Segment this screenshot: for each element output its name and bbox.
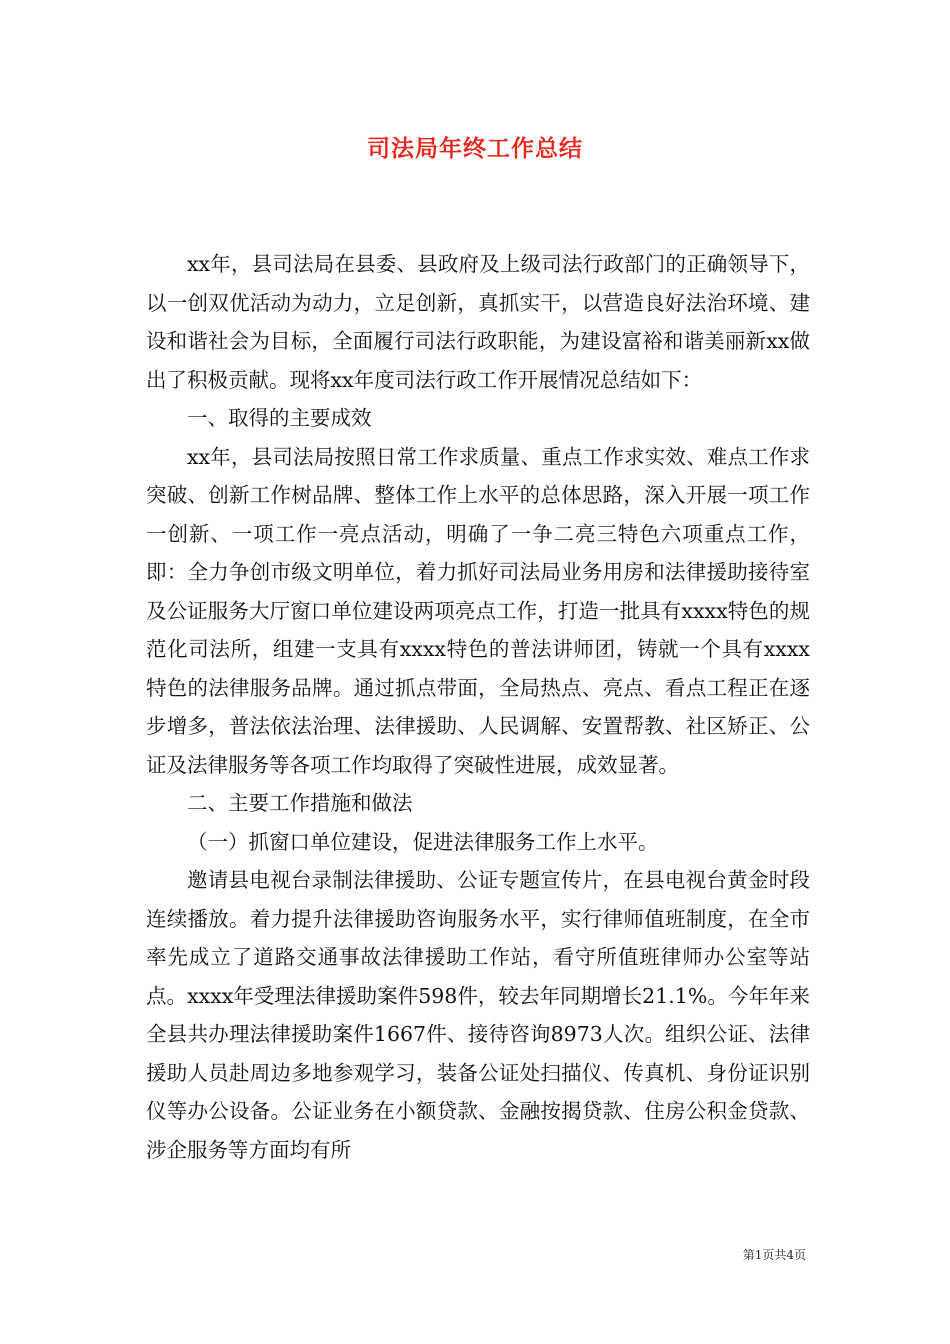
document-body bbox=[146, 245, 810, 1169]
window-units-paragraph: 邀请县电视台录制法律援助、公证专题宣传片，在县电视台黄金时段连续播放。着力提升法律援助咨询服务水平，实行律师值班制度，在全市率先成立了道路交通事故法律援助工作站，看守所值班律师办公室等站点。xxxx年受理法律援助案件598件，较去年同期增长21.1%。今年年来全县共办理法律援助案件1667件、接待咨询8973人次。组织公证、法律援助人员赴周边多地参观学习，装备公证处扫描仪、传真机、身份证识别仪等办公设备。公证业务在小额贷款、金融按揭贷款、住房公积金贷款、涉企服务等方面均有所 bbox=[146, 868, 810, 1162]
section-heading-measures: 二、主要工作措施和做法 bbox=[187, 791, 413, 815]
page-number: 第1页共4页 bbox=[742, 1248, 806, 1262]
section-heading-achievements: 一、取得的主要成效 bbox=[187, 406, 372, 430]
achievements-paragraph: xx年，县司法局按照日常工作求质量、重点工作求实效、难点工作求突破、创新工作树品牌、整体工作上水平的总体思路，深入开展一项工作一创新、一项工作一亮点活动，明确了一争二亮三特色六项重点工作，即：全力争创市级文明单位，着力抓好司法局业务用房和法律援助接待室及公证服务大厅窗口单位建设两项亮点工作，打造一批具有xxxx特色的规范化司法所，组建一支具有xxxx特色的普法讲师团，铸就一个具有xxxx特色的法律服务品牌。通过抓点带面，全局热点、亮点、看点工程正在逐步增多，普法依法治理、法律援助、人民调解、安置帮教、社区矫正、公证及法律服务等各项工作均取得了突破性进展，成效显著。 bbox=[146, 444, 810, 777]
page-title: 司法局年终工作总结 bbox=[367, 136, 583, 162]
intro-paragraph: xx年，县司法局在县委、县政府及上级司法行政部门的正确领导下，以一创双优活动为动力，立足创新，真抓实干，以营造良好法治环境、建设和谐社会为目标，全面履行司法行政职能，为建设富裕和谐美丽新xx做出了积极贡献。现将xx年度司法行政工作开展情况总结如下： bbox=[146, 252, 810, 392]
subsection-heading-window-units: （一）抓窗口单位建设，促进法律服务工作上水平。 bbox=[187, 829, 659, 854]
